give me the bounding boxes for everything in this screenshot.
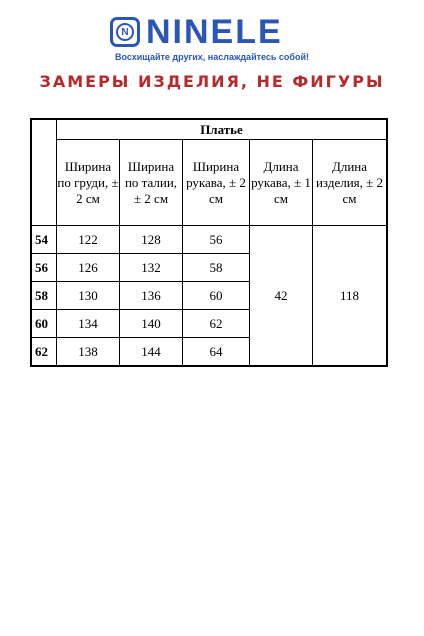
brand-tagline: Восхищайте других, наслаждайтесь собой! bbox=[114, 52, 310, 62]
column-header-waist: Ширина по талии, ± 2 см bbox=[120, 140, 183, 226]
sleeve-width-value: 62 bbox=[183, 310, 250, 338]
sleeve-width-value: 56 bbox=[183, 226, 250, 254]
size-label: 60 bbox=[31, 310, 57, 338]
column-header-sleeve-width: Ширина рукава, ± 2 см bbox=[183, 140, 250, 226]
logo-icon bbox=[110, 17, 140, 47]
column-header-chest: Ширина по груди, ± 2 см bbox=[57, 140, 120, 226]
waist-value: 136 bbox=[120, 282, 183, 310]
brand-header bbox=[0, 15, 424, 65]
chest-value: 130 bbox=[57, 282, 120, 310]
group-header-row bbox=[31, 119, 387, 140]
column-header-sleeve-length: Длина рукава, ± 1 см bbox=[250, 140, 313, 226]
sleeve-width-value: 58 bbox=[183, 254, 250, 282]
waist-value: 140 bbox=[120, 310, 183, 338]
column-header-row bbox=[31, 140, 387, 226]
column-header-garment-length: Длина изделия, ± 2 см bbox=[313, 140, 388, 226]
size-label: 58 bbox=[31, 282, 57, 310]
chest-value: 138 bbox=[57, 338, 120, 367]
chest-value: 122 bbox=[57, 226, 120, 254]
size-label: 62 bbox=[31, 338, 57, 367]
sleeve-width-value: 64 bbox=[183, 338, 250, 367]
sleeve-length-value: 42 bbox=[250, 226, 313, 367]
chest-value: 126 bbox=[57, 254, 120, 282]
logo-mark-letter: N bbox=[116, 23, 134, 41]
size-table bbox=[30, 118, 388, 367]
size-label: 54 bbox=[31, 226, 57, 254]
table-row bbox=[31, 226, 387, 254]
brand-name: NINELE bbox=[146, 13, 283, 51]
page-title: ЗАМЕРЫ ИЗДЕЛИЯ, НЕ ФИГУРЫ bbox=[39, 72, 385, 91]
group-header: Платье bbox=[57, 119, 388, 140]
table-corner-cell bbox=[31, 119, 57, 226]
garment-length-value: 118 bbox=[313, 226, 388, 367]
waist-value: 132 bbox=[120, 254, 183, 282]
sleeve-width-value: 60 bbox=[183, 282, 250, 310]
size-label: 56 bbox=[31, 254, 57, 282]
waist-value: 128 bbox=[120, 226, 183, 254]
chest-value: 134 bbox=[57, 310, 120, 338]
waist-value: 144 bbox=[120, 338, 183, 367]
